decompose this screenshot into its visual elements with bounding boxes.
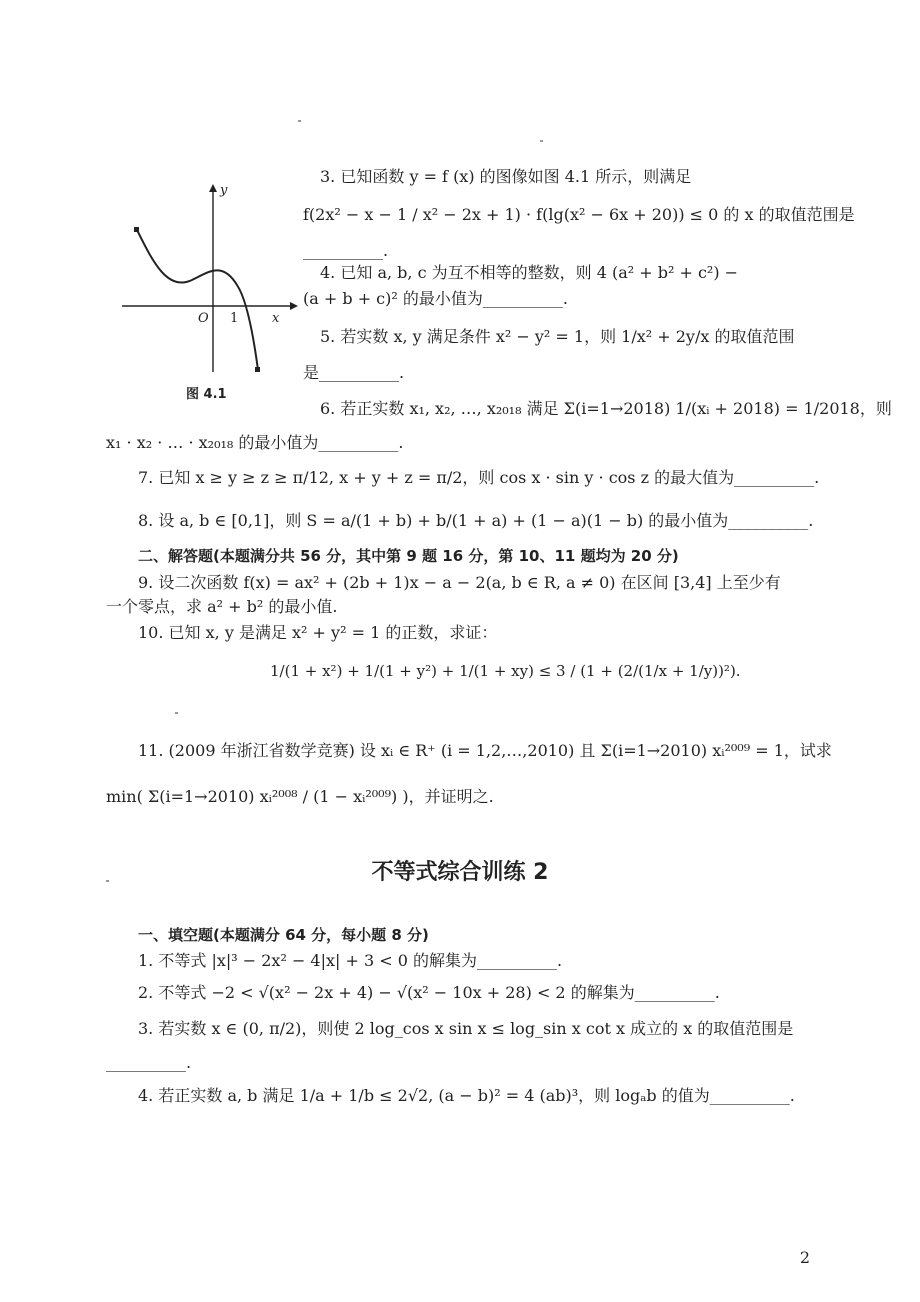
problem-10-inequality: 1/(1 + x²) + 1/(1 + y²) + 1/(1 + xy) ≤ 3 / (1 + (2/(1/x + 1/y))²).	[270, 662, 741, 680]
scan-speck	[298, 120, 301, 122]
problem-3-line-1: 3. 已知函数 y = f (x) 的图像如图 4.1 所示，则满足	[320, 167, 692, 186]
problem-9-line-2: 一个零点，求 a² + b² 的最小值.	[106, 597, 338, 616]
problem-b1: 1. 不等式 |x|³ − 2x² − 4|x| + 3 < 0 的解集为__________.	[138, 951, 563, 970]
problem-11-line-1: 11. (2009 年浙江省数学竞赛) 设 xᵢ ∈ R⁺ (i = 1,2,…,2010) 且 Σ(i=1→2010) xᵢ²⁰⁰⁹ = 1，试求	[138, 741, 832, 760]
section-2-title: 二、解答题(本题满分共 56 分，其中第 9 题 16 分，第 10、11 题均为 20 分)	[138, 547, 679, 565]
tick-one-label: 1	[230, 311, 239, 326]
problem-6-line-1: 6. 若正实数 x₁, x₂, …, x₂₀₁₈ 满足 Σ(i=1→2018) 1/(xᵢ + 2018) = 1/2018，则	[320, 399, 892, 418]
page-heading: 不等式综合训练 2	[371, 860, 549, 885]
origin-label: O	[198, 311, 209, 326]
problem-3-line-3: __________.	[303, 241, 389, 260]
scan-speck	[540, 140, 543, 142]
scan-speck	[106, 880, 109, 882]
problem-7: 7. 已知 x ≥ y ≥ z ≥ π/12, x + y + z = π/2，则 cos x · sin y · cos z 的最大值为__________.	[138, 468, 820, 487]
problem-3-line-2: f(2x² − x − 1 / x² − 2x + 1) · f(lg(x² − 6x + 20)) ≤ 0 的 x 的取值范围是	[303, 205, 855, 224]
axis-x-label: x	[272, 311, 280, 326]
problem-5-line-1: 5. 若实数 x, y 满足条件 x² − y² = 1，则 1/x² + 2y/x 的取值范围	[320, 327, 795, 346]
problem-11-line-2: min( Σ(i=1→2010) xᵢ²⁰⁰⁸ / (1 − xᵢ²⁰⁰⁹) )，并证明之.	[106, 787, 494, 806]
scan-speck	[175, 712, 178, 714]
section-1-title: 一、填空题(本题满分 64 分，每小题 8 分)	[138, 926, 429, 944]
problem-9-line-1: 9. 设二次函数 f(x) = ax² + (2b + 1)x − a − 2(a, b ∈ R, a ≠ 0) 在区间 [3,4] 上至少有	[138, 573, 781, 592]
problem-8: 8. 设 a, b ∈ [0,1]，则 S = a/(1 + b) + b/(1 + a) + (1 − a)(1 − b) 的最小值为__________.	[138, 511, 814, 530]
problem-4-line-1: 4. 已知 a, b, c 为互不相等的整数，则 4 (a² + b² + c²) −	[320, 263, 739, 282]
function-graph-figure	[112, 180, 302, 390]
problem-b2: 2. 不等式 −2 < √(x² − 2x + 4) − √(x² − 10x + 28) < 2 的解集为__________.	[138, 983, 720, 1002]
problem-b4: 4. 若正实数 a, b 满足 1/a + 1/b ≤ 2√2, (a − b)² = 4 (ab)³，则 logₐb 的值为__________.	[138, 1086, 795, 1105]
page-number: 2	[799, 1248, 810, 1267]
problem-b3-line-1: 3. 若实数 x ∈ (0, π/2)，则使 2 log_cos x sin x ≤ log_sin x cot x 成立的 x 的取值范围是	[138, 1019, 794, 1038]
problem-10-line-1: 10. 已知 x, y 是满足 x² + y² = 1 的正数，求证：	[138, 623, 498, 642]
problem-4-line-2: (a + b + c)² 的最小值为__________.	[303, 289, 568, 308]
problem-5-line-2: 是__________.	[303, 363, 405, 382]
figure-caption: 图 4.1	[186, 387, 227, 402]
problem-b3-line-2: __________.	[106, 1053, 192, 1072]
axis-y-label: y	[220, 183, 228, 198]
problem-6-line-2: x₁ · x₂ · … · x₂₀₁₈ 的最小值为__________.	[106, 433, 404, 452]
